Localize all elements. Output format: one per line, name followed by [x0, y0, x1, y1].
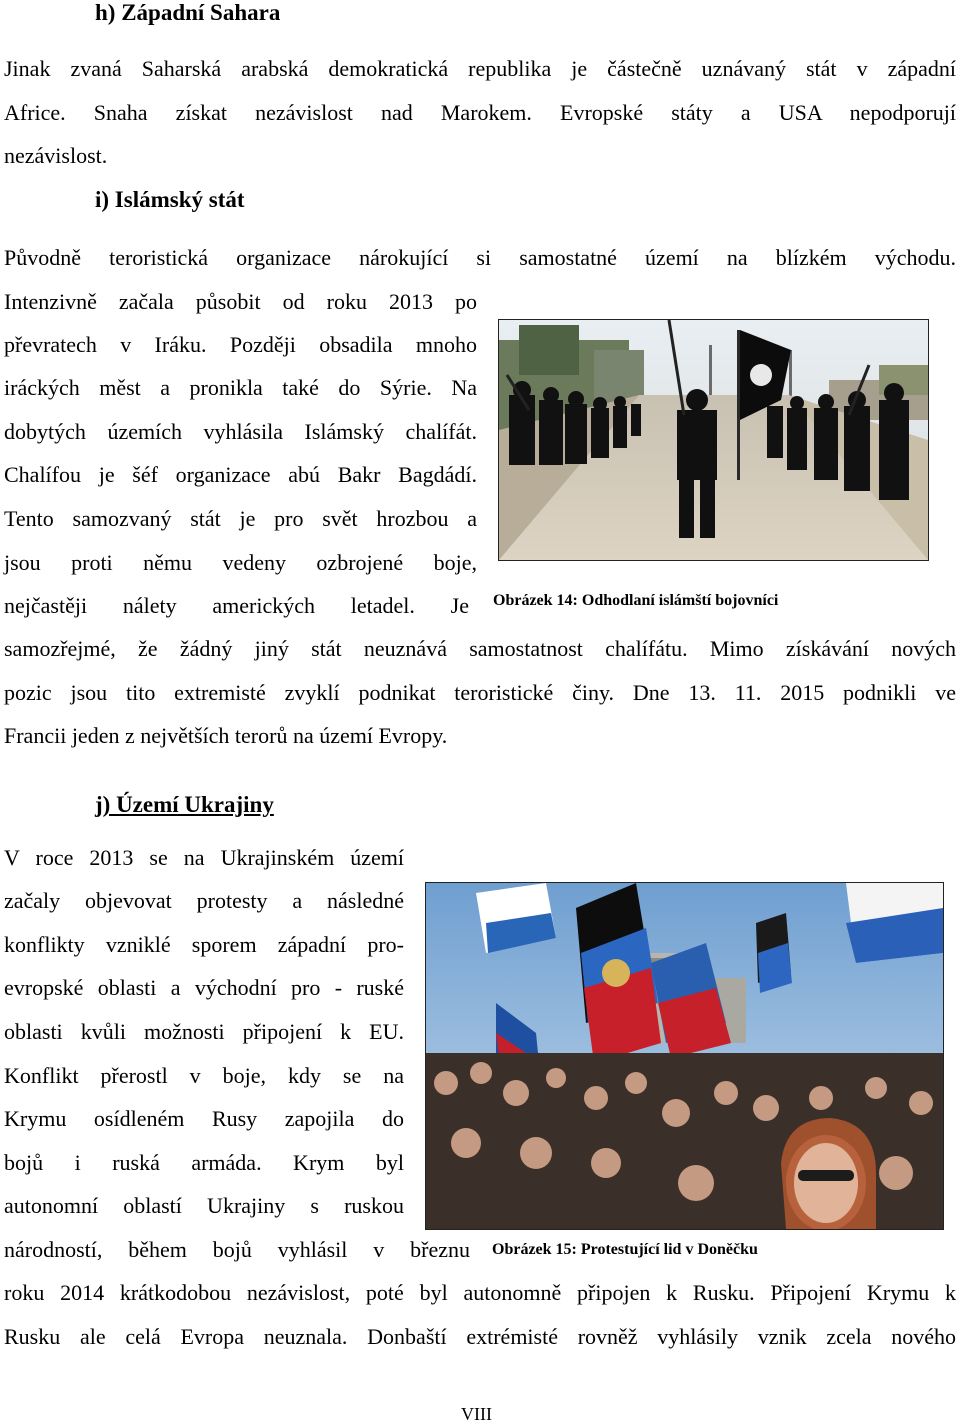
paragraph-line: nejčastěji nálety amerických letadel. Je — [4, 593, 469, 618]
paragraph-line: Chalífou je šéf organizace abú Bakr Bagdádí. — [4, 462, 477, 487]
paragraph-line: převratech v Iráku. Později obsadila mnoho — [4, 332, 477, 357]
paragraph-line: autonomní oblastí Ukrajiny s ruskou — [4, 1193, 404, 1218]
paragraph-line: oblasti kvůli možnosti připojení k EU. — [4, 1019, 404, 1044]
militants-march-image — [499, 320, 928, 560]
paragraph-line: dobytých územích vyhlásila Islámský chalífát. — [4, 419, 477, 444]
paragraph-line: Původně teroristická organizace nárokující si samostatné území na blízkém východu. — [4, 245, 956, 270]
paragraph-line: Konflikt přerostl v boje, kdy se na — [4, 1063, 404, 1088]
paragraph-line: roku 2014 krátkodobou nezávislost, poté byl autonomně připojen k Rusku. Připojení Krymu k — [4, 1280, 956, 1305]
paragraph-line: Tento samozvaný stát je pro svět hrozbou a — [4, 506, 477, 531]
paragraph-line: Africe. Snaha získat nezávislost nad Marokem. Evropské státy a USA nepodporují — [4, 100, 956, 125]
paragraph-line: bojů i ruská armáda. Krym byl — [4, 1150, 404, 1175]
page-number: VIII — [461, 1404, 492, 1424]
protest-crowd-image — [426, 883, 943, 1229]
paragraph-line: národností, během bojů vyhlásil v březnu — [4, 1237, 470, 1262]
paragraph-line: začaly objevovat protesty a následné — [4, 888, 404, 913]
paragraph-line: evropské oblasti a východní pro - ruské — [4, 975, 404, 1000]
figure-15-caption: Obrázek 15: Protestující lid v Doněčku — [492, 1241, 758, 1258]
heading-western-sahara: h) Západní Sahara — [95, 0, 281, 25]
figure-14-photo — [498, 319, 929, 561]
heading-islamic-state: i) Islámský stát — [95, 187, 245, 212]
figure-14-caption: Obrázek 14: Odhodlaní islámští bojovníci — [493, 592, 779, 609]
paragraph-line: iráckých měst a pronikla také do Sýrie. Na — [4, 375, 477, 400]
paragraph-line: pozic jsou tito extremisté zvyklí podnikat teroristické činy. Dne 13. 11. 2015 podnikli ve — [4, 680, 956, 705]
paragraph-line: samozřejmé, že žádný jiný stát neuznává samostatnost chalífátu. Mimo získávání nových — [4, 636, 956, 661]
paragraph-line: Krymu osídleném Rusy zapojila do — [4, 1106, 404, 1131]
paragraph-line: Francii jeden z největších terorů na území Evropy. — [4, 723, 448, 748]
figure-15-photo — [425, 882, 944, 1230]
paragraph-line: nezávislost. — [4, 143, 108, 168]
paragraph-line: jsou proti němu vedeny ozbrojené boje, — [4, 550, 477, 575]
paragraph-line: konflikty vzniklé sporem západní pro- — [4, 932, 404, 957]
heading-ukraine: j) Území Ukrajiny — [95, 792, 274, 817]
paragraph-line: Intenzivně začala působit od roku 2013 po — [4, 289, 477, 314]
paragraph-line: V roce 2013 se na Ukrajinském území — [4, 845, 404, 870]
paragraph-line: Jinak zvaná Saharská arabská demokratická republika je částečně uznávaný stát v západní — [4, 56, 956, 81]
paragraph-line: Rusku ale celá Evropa neuznala. Donbaští extrémisté rovněž vyhlásily vznik zcela nového — [4, 1324, 956, 1349]
